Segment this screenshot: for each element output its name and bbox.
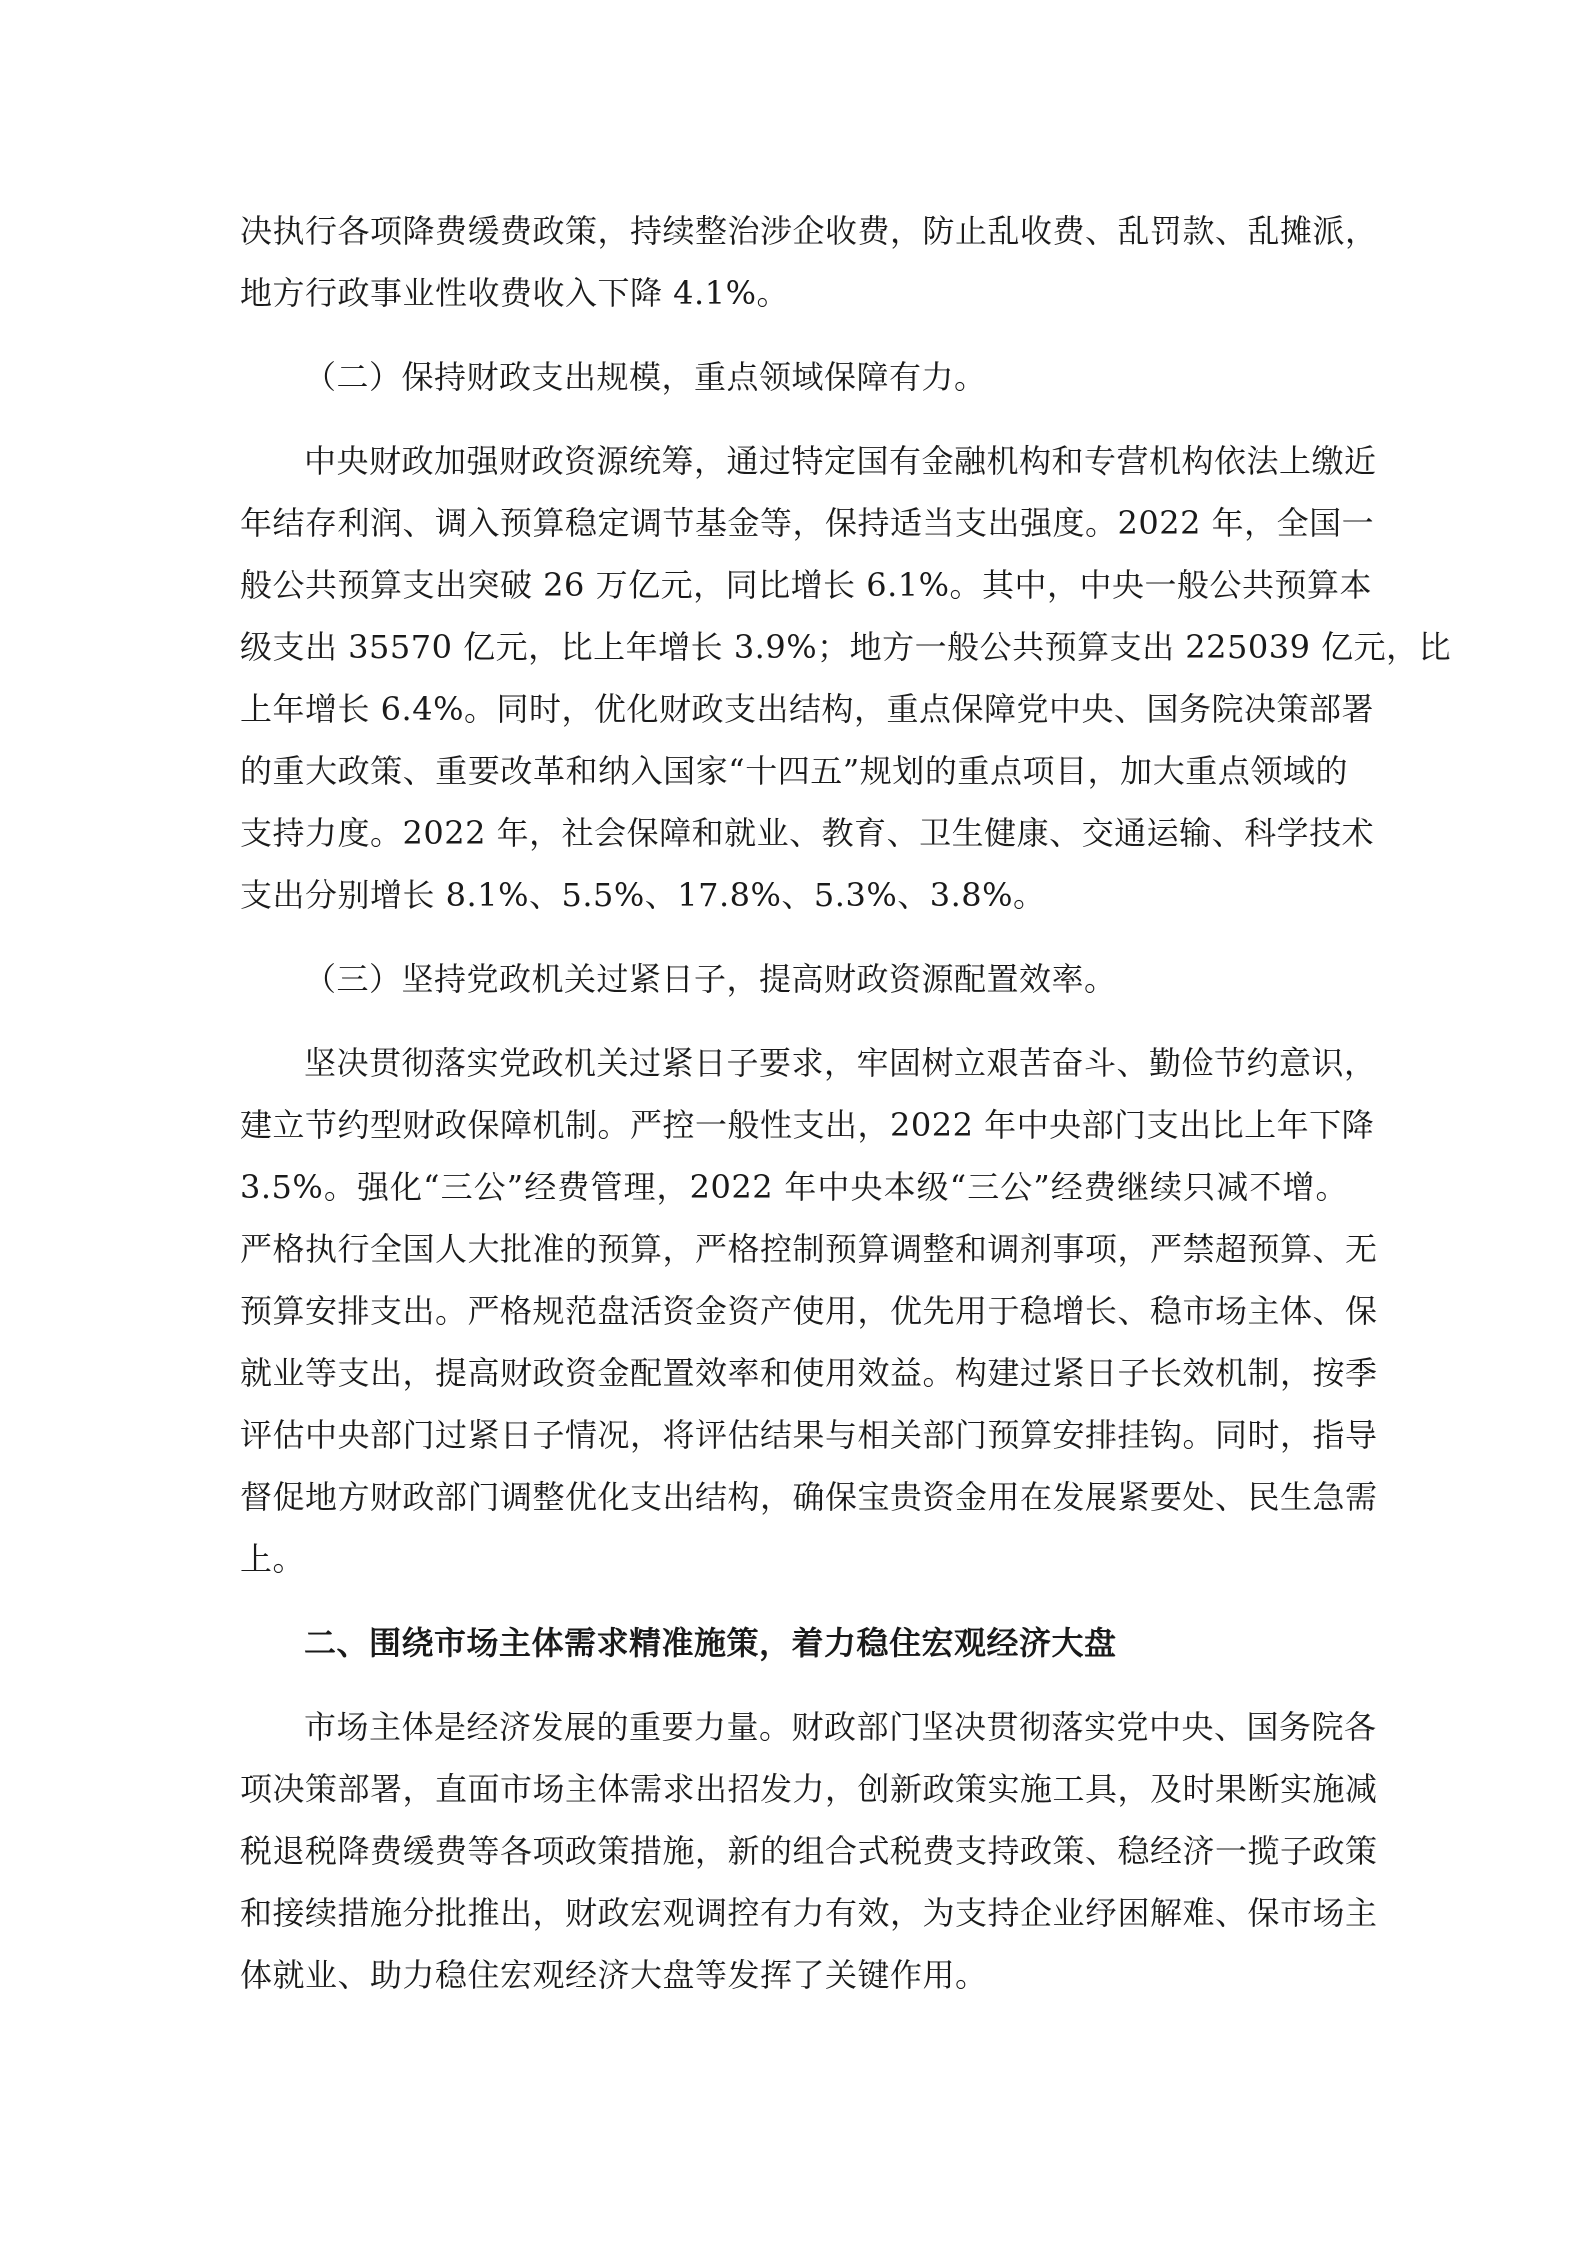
document-page [240,200,1452,2006]
paragraph-austerity [240,1032,1378,1590]
text-line: 中央财政加强财政资源统筹，通过特定国有金融机构和专营机构依法上缴近 [304,442,1377,480]
text-line: 的重大政策、重要改革和纳入国家“十四五”规划的重点项目，加大重点领域的 [240,752,1348,790]
paragraph-market-entities [240,1696,1378,2006]
text-line: 上年增长 6.4%。同时，优化财政支出结构，重点保障党中央、国务院决策部署 [240,690,1374,728]
text-line: 级支出 35570 亿元，比上年增长 3.9%；地方一般公共预算支出 225039 亿元，比 [240,628,1452,666]
text-line: 税退税降费缓费等各项政策措施，新的组合式税费支持政策、稳经济一揽子政策 [240,1832,1378,1870]
text-line: 3.5%。强化“三公”经费管理，2022 年中央本级“三公”经费继续只减不增。 [240,1168,1348,1206]
text-line: 般公共预算支出突破 26 万亿元，同比增长 6.1%。其中，中央一般公共预算本 [240,566,1373,604]
text-line: 和接续措施分批推出，财政宏观调控有力有效，为支持企业纾困解难、保市场主 [240,1894,1378,1932]
text-line: 预算安排支出。严格规范盘活资金资产使用，优先用于稳增长、稳市场主体、保 [240,1292,1378,1330]
subheading-expenditure-scale [240,346,1348,408]
paragraph-central-finance [240,430,1452,926]
text-line: 地方行政事业性收费收入下降 4.1%。 [240,274,789,312]
text-line: 评估中央部门过紧日子情况，将评估结果与相关部门预算安排挂钩。同时，指导 [240,1416,1378,1454]
text-line: 上。 [240,1540,306,1578]
text-line: 年结存利润、调入预算稳定调节基金等，保持适当支出强度。2022 年，全国一 [240,504,1375,542]
text-line: 项决策部署，直面市场主体需求出招发力，创新政策实施工具，及时果断实施减 [240,1770,1378,1808]
text-line: 市场主体是经济发展的重要力量。财政部门坚决贯彻落实党中央、国务院各 [304,1708,1377,1746]
text-line: 严格执行全国人大批准的预算，严格控制预算调整和调剂事项，严禁超预算、无 [240,1230,1378,1268]
text-line: （三）坚持党政机关过紧日子，提高财政资源配置效率。 [304,960,1117,998]
text-line: 督促地方财政部门调整优化支出结构，确保宝贵资金用在发展紧要处、民生急需 [240,1478,1378,1516]
text-line: 就业等支出，提高财政资金配置效率和使用效益。构建过紧日子长效机制，按季 [240,1354,1378,1392]
section-heading-market-entities [240,1612,1348,1674]
text-line: （二）保持财政支出规模，重点领域保障有力。 [304,358,987,396]
text-line: 坚决贯彻落实党政机关过紧日子要求，牢固树立艰苦奋斗、勤俭节约意识， [304,1044,1377,1082]
text-line: 支出分别增长 8.1%、5.5%、17.8%、5.3%、3.8%。 [240,876,1046,914]
subheading-tight-budget [240,948,1348,1010]
text-line: 建立节约型财政保障机制。严控一般性支出，2022 年中央部门支出比上年下降 [240,1106,1375,1144]
text-line: 二、围绕市场主体需求精准施策，着力稳住宏观经济大盘 [304,1624,1117,1662]
text-line: 决执行各项降费缓费政策，持续整治涉企收费，防止乱收费、乱罚款、乱摊派， [240,212,1378,250]
text-line: 体就业、助力稳住宏观经济大盘等发挥了关键作用。 [240,1956,988,1994]
text-line: 支持力度。2022 年，社会保障和就业、教育、卫生健康、交通运输、科学技术 [240,814,1375,852]
paragraph-fee-policy [240,200,1378,324]
